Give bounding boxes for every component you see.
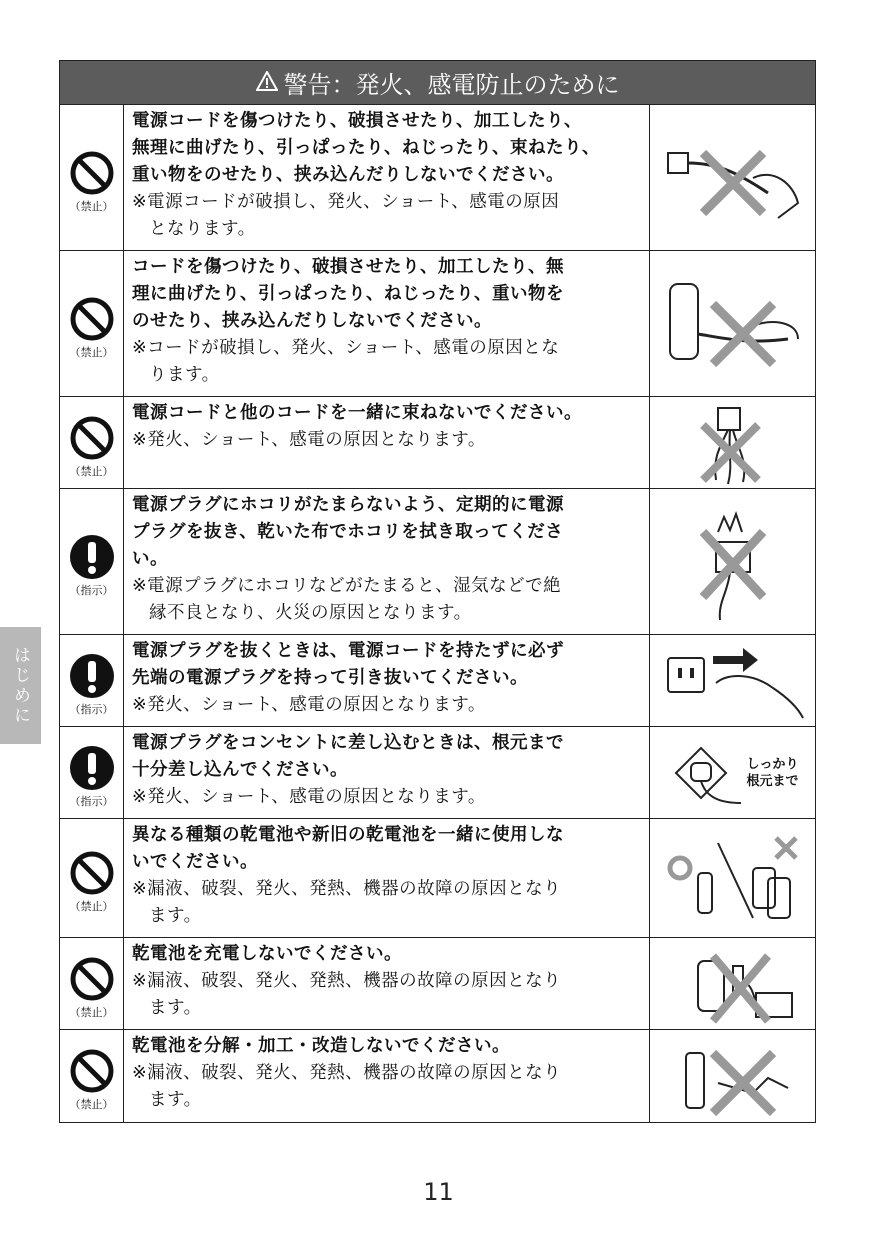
- row-title-line: 重い物をのせたり、挟み込んだりしないでください。: [132, 165, 564, 185]
- illustration-disassemble-battery: [650, 1030, 815, 1122]
- symbol-caption: （禁止）: [69, 345, 114, 359]
- row-note-line: ※漏液、破裂、発火、発熱、機器の故障の原因となり: [132, 971, 562, 991]
- warning-table: [59, 60, 816, 1123]
- table-row: [60, 105, 815, 251]
- illustration-cord-pinched: [650, 251, 815, 396]
- row-text: [124, 489, 650, 634]
- illustration-bundled-cords: [650, 397, 815, 488]
- header-title: 警告：発火、感電防止のために: [283, 71, 620, 99]
- row-note-line: ※漏液、破裂、発火、発熱、機器の故障の原因となり: [132, 879, 562, 899]
- section-tab: はじめに: [0, 627, 41, 744]
- row-title-line: 乾電池を分解・加工・改造しないでください。: [132, 1036, 510, 1056]
- callout-text: [746, 756, 798, 790]
- row-symbol: [60, 105, 124, 250]
- row-title-line: 電源プラグにホコリがたまらないよう、定期的に電源: [132, 495, 564, 515]
- page-number: 11: [423, 1178, 454, 1206]
- row-symbol: [60, 938, 124, 1029]
- prohibition-icon: [69, 150, 115, 196]
- row-note-line: ※電源コードが破損し、発火、ショート、感電の原因: [132, 192, 560, 212]
- symbol-caption: （禁止）: [69, 900, 114, 913]
- row-note-line: ※発火、ショート、感電の原因となります。: [132, 695, 486, 715]
- row-note-line: となります。: [149, 219, 256, 239]
- row-note-line: ます。: [149, 998, 202, 1018]
- row-text: [124, 251, 650, 396]
- prohibition-icon: [69, 415, 115, 461]
- row-note-line: ※発火、ショート、感電の原因となります。: [132, 430, 486, 450]
- row-title-line: コードを傷つけたり、破損させたり、加工したり、無: [132, 257, 564, 277]
- row-title-line: 乾電池を充電しないでください。: [132, 944, 402, 964]
- instruction-icon: [69, 745, 115, 791]
- prohibition-icon: [69, 850, 115, 896]
- row-symbol: [60, 819, 124, 937]
- table-row: [60, 1030, 815, 1122]
- table-row: [60, 635, 815, 727]
- row-title-line: 電源コードを傷つけたり、破損させたり、加工したり、: [132, 111, 582, 131]
- row-title-line: のせたり、挟み込んだりしないでください。: [132, 311, 492, 331]
- row-title-line: いでください。: [132, 852, 258, 872]
- symbol-caption: （禁止）: [69, 1005, 114, 1019]
- table-row: [60, 489, 815, 635]
- row-text: [124, 635, 650, 726]
- prohibition-icon: [69, 956, 115, 1002]
- prohibition-icon: [69, 296, 115, 342]
- row-symbol: [60, 1030, 124, 1122]
- row-title-line: プラグを抜き、乾いた布でホコリを拭き取ってくださ: [132, 522, 564, 542]
- row-symbol: [60, 635, 124, 726]
- symbol-caption: （指示）: [69, 583, 114, 597]
- row-note-line: ※コードが破損し、発火、ショート、感電の原因とな: [132, 338, 560, 358]
- callout-line: 根元まで: [746, 773, 799, 789]
- callout-line: しっかり: [746, 756, 799, 772]
- illustration-mixed-batteries: [650, 819, 815, 937]
- illustration-charging-battery: [650, 938, 815, 1029]
- row-text: [124, 397, 650, 488]
- row-symbol: [60, 397, 124, 488]
- row-symbol: [60, 489, 124, 634]
- row-note-line: ※発火、ショート、感電の原因となります。: [132, 787, 486, 807]
- table-header: [60, 61, 815, 105]
- illustration-cord-damage: [650, 105, 815, 250]
- row-text: [124, 938, 650, 1029]
- table-row: [60, 251, 815, 397]
- row-symbol: [60, 727, 124, 818]
- instruction-icon: [69, 653, 115, 699]
- table-row: [60, 819, 815, 938]
- illustration-insert-plug: [650, 727, 815, 818]
- row-title-line: 異なる種類の乾電池や新旧の乾電池を一緒に使用しな: [132, 825, 564, 845]
- row-title-line: 理に曲げたり、引っぱったり、ねじったり、重い物を: [132, 284, 564, 304]
- row-note-line: 縁不良となり、火災の原因となります。: [149, 603, 472, 623]
- row-title-line: 無理に曲げたり、引っぱったり、ねじったり、束ねたり、: [132, 138, 600, 158]
- instruction-icon: [69, 534, 115, 580]
- row-symbol: [60, 251, 124, 396]
- row-title-line: い。: [132, 549, 168, 569]
- symbol-caption: （指示）: [69, 702, 114, 716]
- symbol-caption: （禁止）: [69, 464, 114, 478]
- symbol-caption: （禁止）: [69, 1098, 114, 1111]
- illustration-pull-plug: [650, 635, 815, 726]
- row-title-line: 電源プラグを抜くときは、電源コードを持たずに必ず: [132, 641, 564, 661]
- row-note-line: ます。: [149, 906, 202, 926]
- row-title-line: 先端の電源プラグを持って引き抜いてください。: [132, 668, 528, 688]
- table-row: [60, 938, 815, 1030]
- row-text: [124, 819, 650, 937]
- row-title-line: 十分差し込んでください。: [132, 760, 348, 780]
- row-note-line: ※漏液、破裂、発火、発熱、機器の故障の原因となり: [132, 1063, 562, 1083]
- table-row: [60, 397, 815, 489]
- row-title-line: 電源コードと他のコードを一緒に束ねないでください。: [132, 403, 582, 423]
- warning-triangle-icon: [256, 69, 278, 97]
- prohibition-icon: [69, 1048, 115, 1094]
- table-row: [60, 727, 815, 819]
- illustration-dusty-plug: [650, 489, 815, 634]
- symbol-caption: （指示）: [69, 794, 114, 808]
- symbol-caption: （禁止）: [69, 199, 114, 213]
- row-note-line: ります。: [149, 365, 220, 385]
- row-text: [124, 727, 650, 818]
- row-text: [124, 1030, 650, 1122]
- row-note-line: ます。: [149, 1090, 202, 1110]
- row-title-line: 電源プラグをコンセントに差し込むときは、根元まで: [132, 733, 564, 753]
- row-note-line: ※電源プラグにホコリなどがたまると、湿気などで絶: [132, 576, 562, 596]
- row-text: [124, 105, 650, 250]
